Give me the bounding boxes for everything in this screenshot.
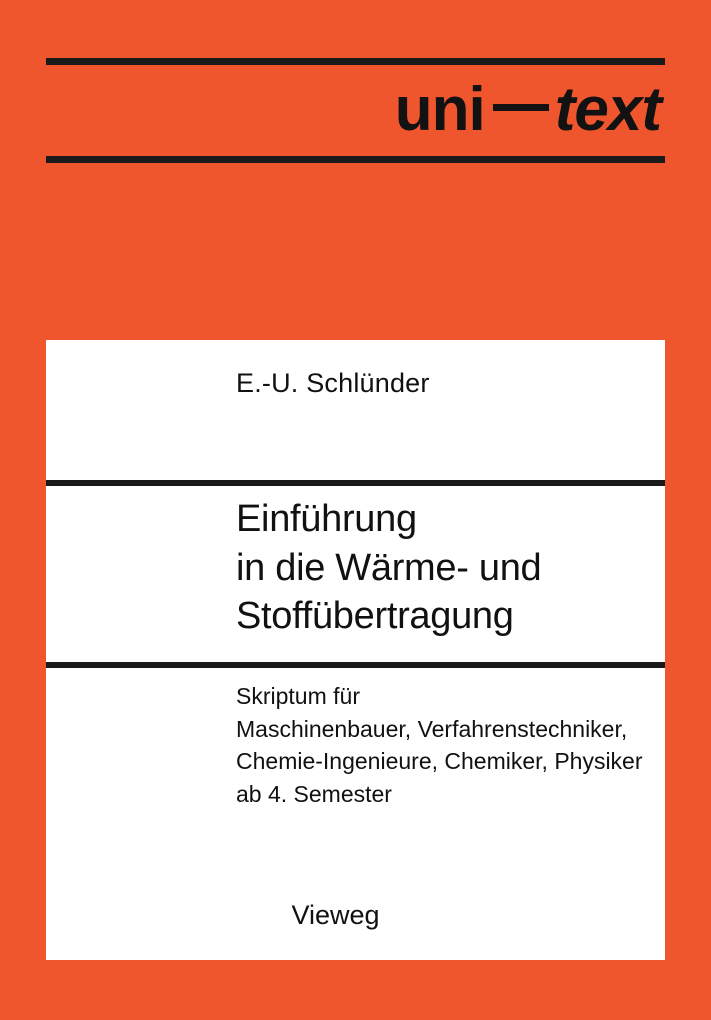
panel-divider-bottom (46, 662, 665, 668)
book-subtitle-line: Skriptum für (236, 683, 360, 709)
book-subtitle-line: Chemie-Ingenieure, Chemiker, Physiker (236, 748, 643, 775)
book-title-line: Stoffübertragung (236, 595, 514, 638)
book-author: E.-U. Schlünder (236, 368, 430, 398)
masthead-rule-bottom (46, 156, 665, 163)
series-logo (395, 64, 661, 156)
series-name-uni: uni (394, 75, 485, 144)
publisher-label: Vieweg (291, 900, 380, 930)
series-name-text: text (554, 75, 661, 144)
series-masthead (46, 58, 665, 163)
publisher-name (46, 900, 665, 931)
cover-panel (46, 340, 665, 960)
book-title (236, 495, 656, 641)
panel-divider-top (46, 480, 665, 486)
book-title-line: Einführung (236, 498, 417, 540)
book-subtitle-line: Maschinenbauer, Verfahrenstechniker, (236, 715, 628, 742)
book-title-line: in die Wärme- und (236, 546, 542, 589)
book-subtitle (236, 680, 666, 811)
book-subtitle-line: ab 4. Semester (236, 780, 392, 807)
series-dash-icon (493, 104, 549, 111)
